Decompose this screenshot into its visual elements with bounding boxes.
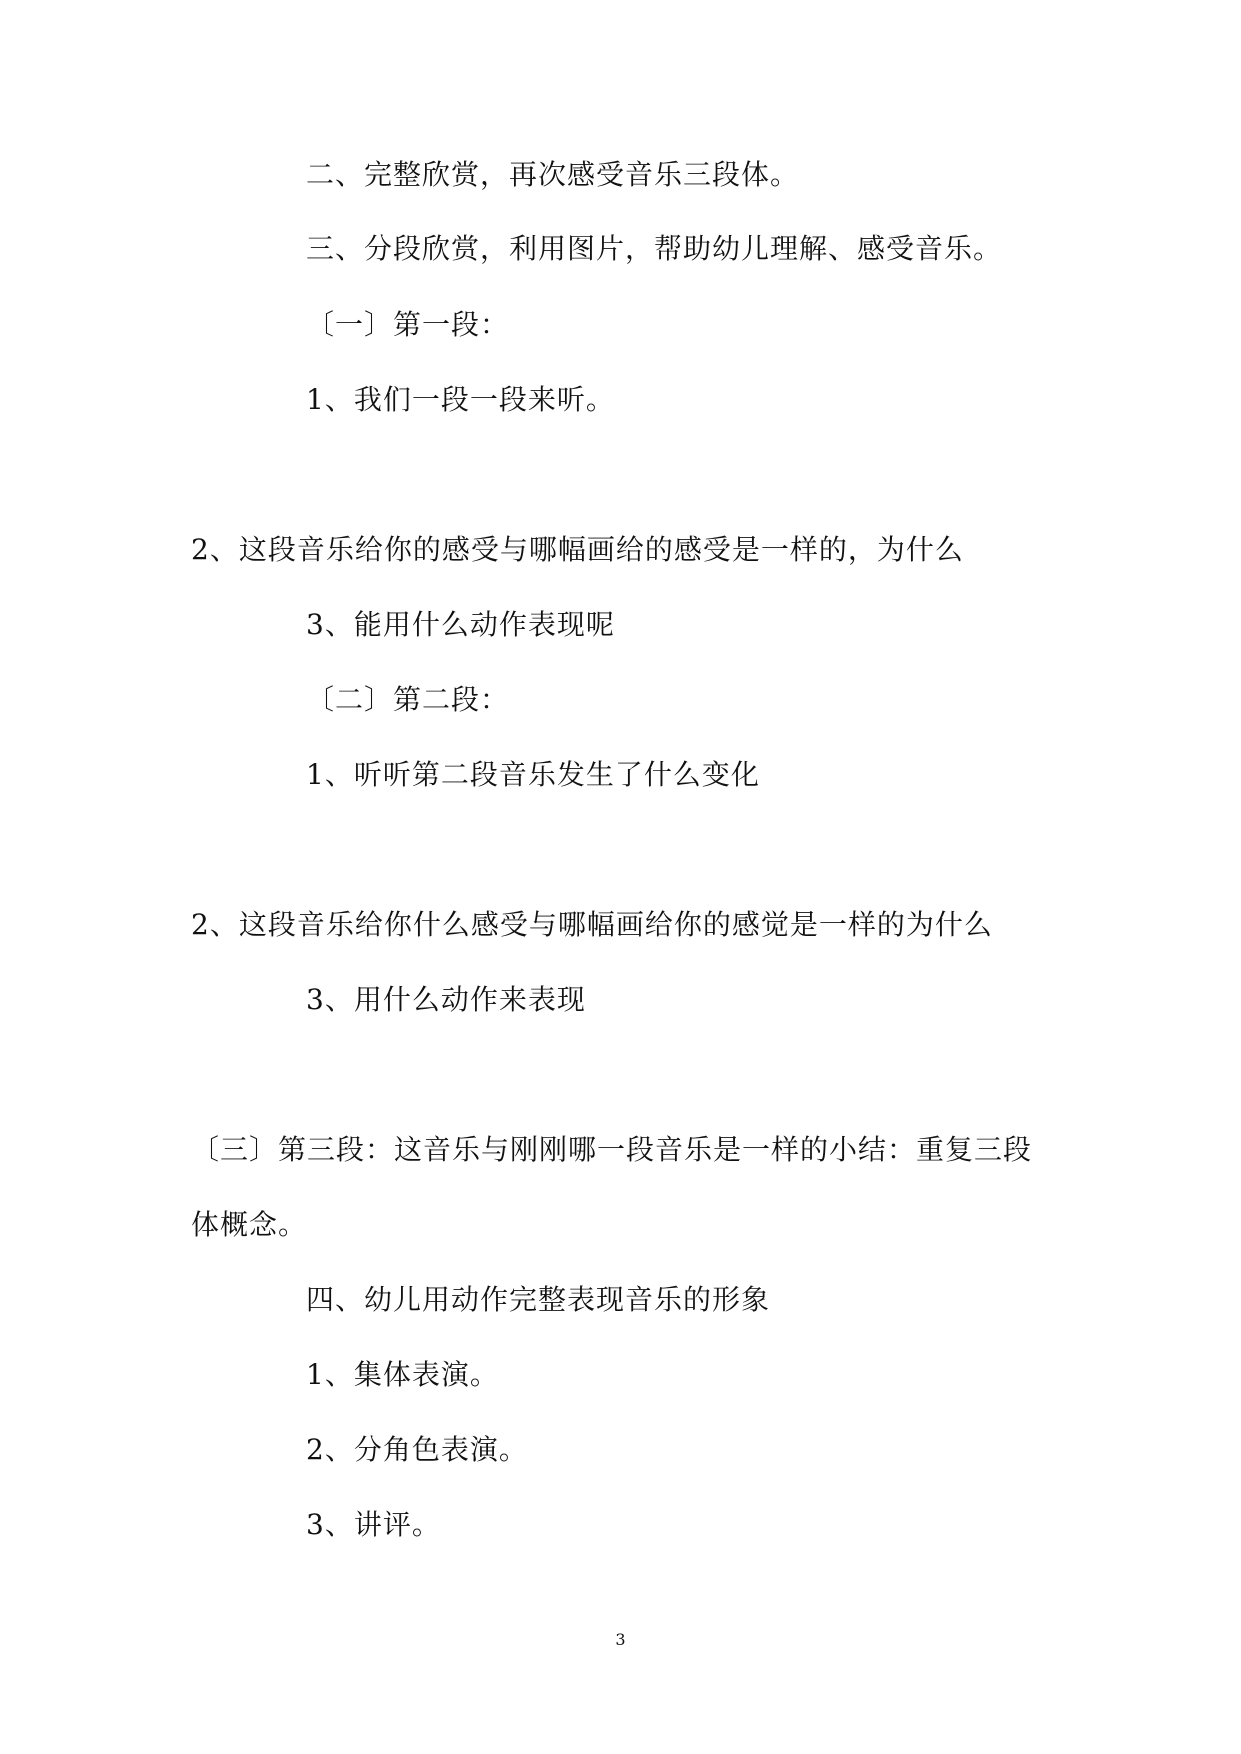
part-1-item-3: 3、能用什么动作表现呢	[306, 608, 615, 641]
part-1-heading: 〔一〕第一段：	[306, 308, 510, 341]
part-2-item-1: 1、听听第二段音乐发生了什么变化	[306, 758, 760, 791]
section-4-item-3: 3、讲评。	[306, 1508, 441, 1541]
part-2-item-3: 3、用什么动作来表现	[306, 983, 586, 1016]
section-3-heading: 三、分段欣赏，利用图片，帮助幼儿理解、感受音乐。	[306, 232, 1003, 265]
part-2-heading: 〔二〕第二段：	[306, 683, 510, 716]
part-3-paragraph: 〔三〕第三段：这音乐与刚刚哪一段音乐是一样的小结：重复三段	[191, 1133, 1033, 1166]
section-2-heading: 二、完整欣赏，再次感受音乐三段体。	[306, 158, 800, 191]
page-number: 3	[615, 1630, 626, 1649]
part-2-item-2: 2、这段音乐给你什么感受与哪幅画给你的感觉是一样的为什么	[191, 908, 993, 941]
part-1-item-1: 1、我们一段一段来听。	[306, 383, 615, 416]
section-4-item-1: 1、集体表演。	[306, 1358, 499, 1391]
part-1-item-2: 2、这段音乐给你的感受与哪幅画给的感受是一样的，为什么	[191, 533, 964, 566]
part-3-paragraph-continuation: 体概念。	[191, 1208, 308, 1241]
section-4-heading: 四、幼儿用动作完整表现音乐的形象	[306, 1283, 771, 1316]
section-4-item-2: 2、分角色表演。	[306, 1433, 528, 1466]
